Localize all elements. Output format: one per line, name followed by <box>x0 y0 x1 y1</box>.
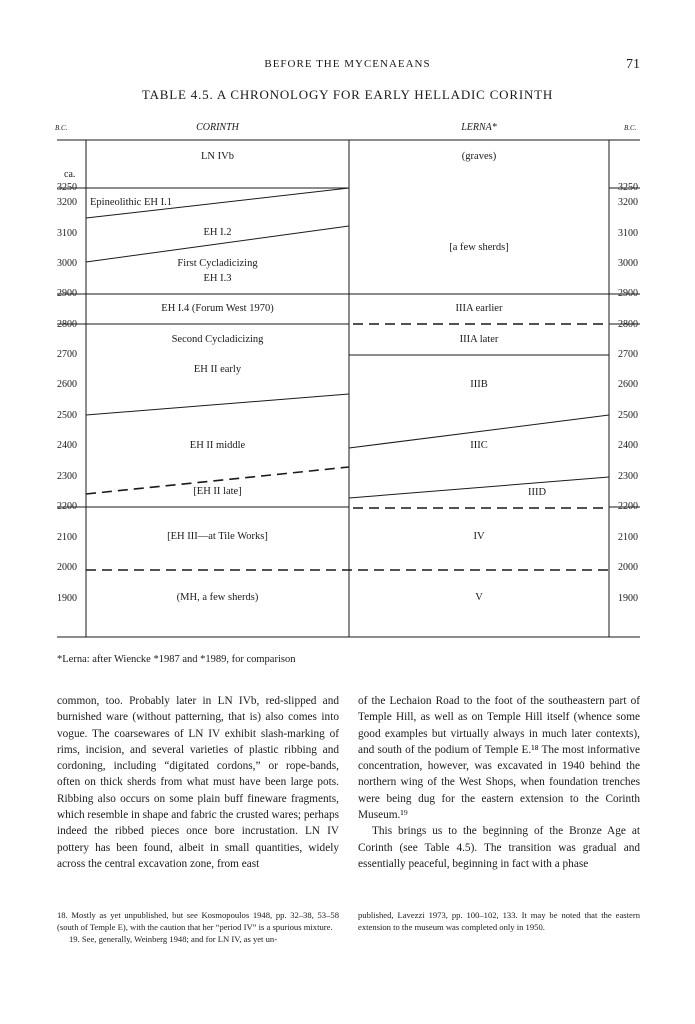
date-right-2000: 2000 <box>618 562 638 573</box>
table-title: TABLE 4.5. A CHRONOLOGY FOR EARLY HELLADIC CORINTH <box>141 87 554 102</box>
running-head: BEFORE THE MYCENAEANS <box>264 58 431 70</box>
date-left-2900: 2900 <box>57 288 77 299</box>
boundary-iiic-iiid <box>349 477 609 498</box>
lerna-iiia-later: IIIA later <box>459 334 499 345</box>
corinth-second-cycladicizing: Second Cycladicizing <box>171 334 264 345</box>
date-right-3000: 3000 <box>618 258 638 269</box>
date-right-2300: 2300 <box>618 471 638 482</box>
date-right-2100: 2100 <box>618 532 638 543</box>
lerna-iiid: IIID <box>528 487 547 498</box>
corinth-eh-ii-late: [EH II late] <box>193 486 242 497</box>
corinth-eh-i3: EH I.3 <box>203 273 232 284</box>
corinth-eh-i4: EH I.4 (Forum West 1970) <box>161 303 274 314</box>
corinth-eh-i2: EH I.2 <box>203 227 232 238</box>
date-right-1900: 1900 <box>618 593 638 604</box>
column-header-lerna: LERNA* <box>461 122 497 133</box>
date-left-2100: 2100 <box>57 532 77 543</box>
body-left-column <box>57 693 339 872</box>
boundary-eh-ii-early-middle <box>86 394 349 415</box>
date-left-3000: 3000 <box>57 258 77 269</box>
lerna-few-sherds: [a few sherds] <box>449 242 509 253</box>
date-left-2800: 2800 <box>57 319 77 330</box>
date-left-3250: 3250 <box>57 182 77 193</box>
bc-label-left: B.C. <box>55 124 68 132</box>
lerna-iv: IV <box>473 531 485 542</box>
corinth-ln-ivb: LN IVb <box>201 151 234 162</box>
corinth-eh-ii-early: EH II early <box>193 364 242 375</box>
date-left-2600: 2600 <box>57 379 77 390</box>
date-right-3100: 3100 <box>618 228 638 239</box>
lerna-v: V <box>475 592 483 603</box>
date-right-3200: 3200 <box>618 197 638 208</box>
footnote-19-continued: published, Lavezzi 1973, pp. 100–102, 133. It may be noted that the eastern extension to the museum was completed only in 1950. <box>358 910 640 933</box>
corinth-mh: (MH, a few sherds) <box>176 592 259 603</box>
body-right-column <box>358 693 640 872</box>
date-right-2900: 2900 <box>618 288 638 299</box>
corinth-eh-iii: [EH III—at Tile Works] <box>167 531 268 542</box>
date-left-2200: 2200 <box>57 501 77 512</box>
corinth-eh-ii-middle: EH II middle <box>189 440 246 451</box>
footnotes-right <box>358 909 640 933</box>
date-right-2200: 2200 <box>618 501 638 512</box>
date-left-2700: 2700 <box>57 349 77 360</box>
corinth-first-cycladicizing: First Cycladicizing <box>177 258 258 269</box>
body-paragraph: of the Lechaion Road to the foot of the southeastern part of Temple Hill, as well as on Temple Hill itself (whence some good examples but virtually always in much later contexts), and south of the podium of Temple E.¹⁸ The most informative concentration, however, was excavated in 1940 behind the northern wing of the West Shops, when foundation trenches were being dug for the eastern extension to the Corinth Museum.¹⁹ <box>358 695 640 822</box>
corinth-eh-i1: Epineolithic EH I.1 <box>90 197 172 208</box>
body-paragraph: This brings us to the beginning of the Bronze Age at Corinth (see Table 4.5). The transition was gradual and essentially peaceful, beginning in fact with a phase <box>358 825 640 870</box>
date-ca-label: ca. <box>64 169 76 180</box>
lerna-iiib: IIIB <box>470 379 488 390</box>
lerna-iiia-earlier: IIIA earlier <box>455 303 503 314</box>
date-right-2800: 2800 <box>618 319 638 330</box>
date-left-1900: 1900 <box>57 593 77 604</box>
table-footnote: *Lerna: after Wiencke *1987 and *1989, for comparison <box>57 654 296 665</box>
lerna-graves: (graves) <box>461 151 497 162</box>
lerna-iiic: IIIC <box>470 440 488 451</box>
footnote-18: 18. Mostly as yet unpublished, but see Kosmopoulos 1948, pp. 32–38, 53–58 (south of Temple E), with the caution that her “period IV” is a spurious mixture. <box>57 910 339 933</box>
footnote-19: 19. See, generally, Weinberg 1948; and for LN IV, as yet un- <box>69 934 278 945</box>
page-number: 71 <box>626 57 640 72</box>
date-left-2500: 2500 <box>57 410 77 421</box>
date-left-2300: 2300 <box>57 471 77 482</box>
column-header-corinth: CORINTH <box>196 122 239 133</box>
date-left-2000: 2000 <box>57 562 77 573</box>
date-left-2400: 2400 <box>57 440 77 451</box>
date-right-2400: 2400 <box>618 440 638 451</box>
body-paragraph: common, too. Probably later in LN IVb, red-slipped and burnished ware (without patterning, that is) also comes into vogue. The coarsewares of LN IV exhibit slash-marking of rims, incision, and several varieties of plastic ribbing and cordoning, including “digitated cordons,” or rope-bands, often on thick sherds from what must have been large pots. Ribbing also occurs on some plain buff fineware fragments, which resemble in shape and fabric the crusted wares; perhaps indeed the ribbed pieces once bore incrustation. LN IV pottery has been found, albeit in small quantities, widely across the central excavation zone, from east <box>57 695 339 870</box>
date-right-2700: 2700 <box>618 349 638 360</box>
date-right-2500: 2500 <box>618 410 638 421</box>
bc-label-right: B.C. <box>624 124 637 132</box>
date-right-2600: 2600 <box>618 379 638 390</box>
footnotes-left <box>57 909 339 946</box>
date-left-3100: 3100 <box>57 228 77 239</box>
date-left-3200: 3200 <box>57 197 77 208</box>
date-right-3250: 3250 <box>618 182 638 193</box>
